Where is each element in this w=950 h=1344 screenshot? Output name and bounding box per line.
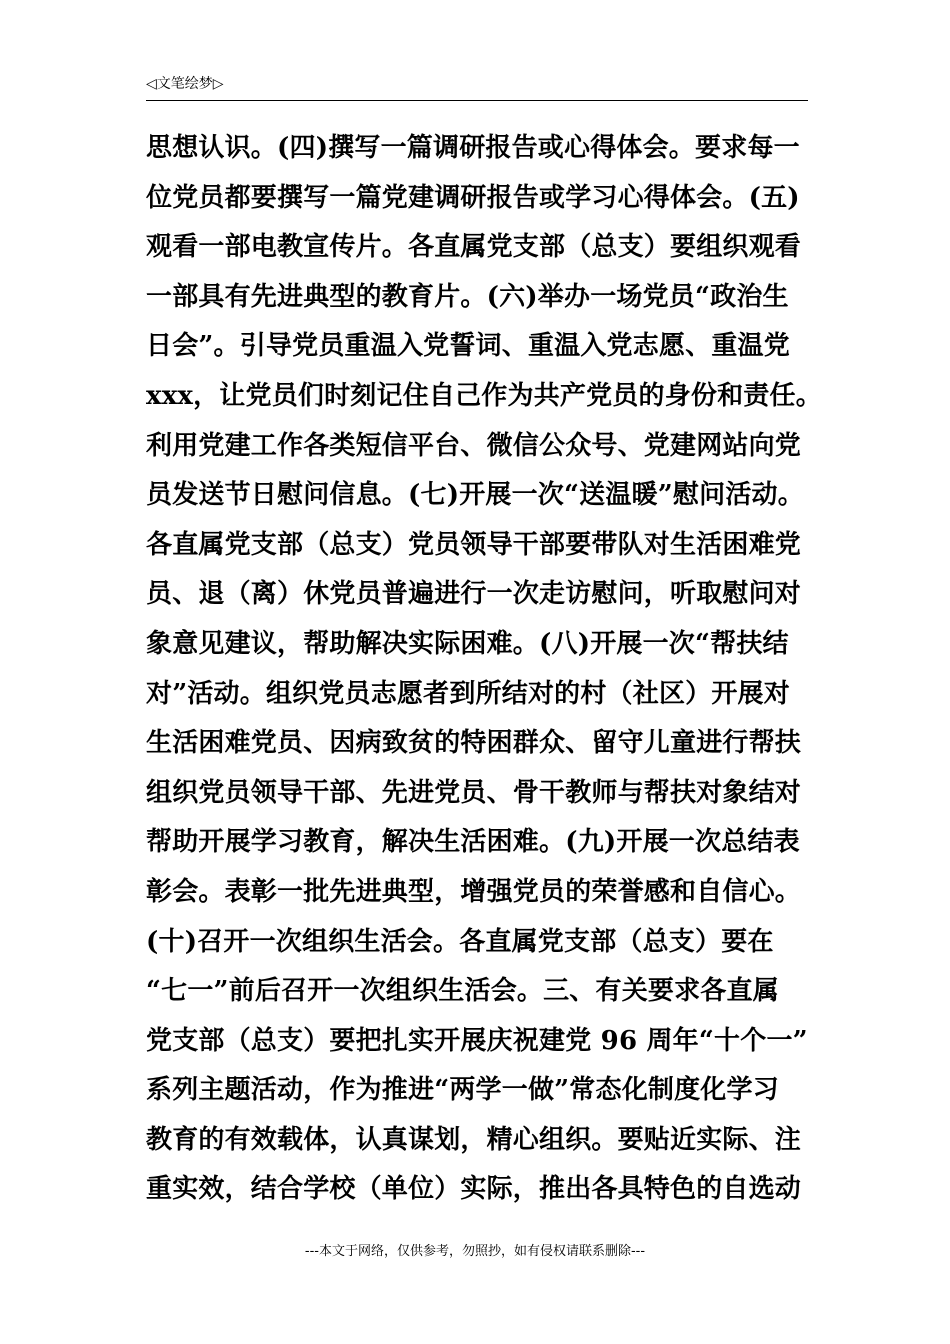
text-line: “七一”前后召开一次组织生活会。三、有关要求各直属 bbox=[146, 976, 779, 1007]
text-line: 利用党建工作各类短信平台、微信公众号、党建网站向党 bbox=[146, 430, 802, 461]
text-line: 组织党员领导干部、先进党员、骨干教师与帮扶对象结对 bbox=[146, 777, 802, 808]
page-footer: ---本文于网络，仅供参考，勿照抄，如有侵权请联系删除--- bbox=[304, 1244, 646, 1259]
text-line: 彰会。表彰一批先进典型，增强党员的荣誉感和自信心。 bbox=[146, 876, 802, 907]
page-header bbox=[146, 74, 808, 101]
text-line: xxx，让党员们时刻记住自己作为共产党员的身份和责任。 bbox=[146, 380, 822, 411]
text-line: 员发送节日慰问信息。(七)开展一次“送温暖”慰问活动。 bbox=[146, 480, 804, 511]
text-line: 重实效，结合学校（单位）实际，推出各具特色的自选动 bbox=[146, 1174, 802, 1205]
text-line: 位党员都要撰写一篇党建调研报告或学习心得体会。(五) bbox=[146, 182, 800, 213]
text-line: 帮助开展学习教育，解决生活困难。(九)开展一次总结表 bbox=[146, 827, 800, 858]
text-line: 教育的有效载体，认真谋划，精心组织。要贴近实际、注 bbox=[146, 1124, 802, 1155]
text-line: 思想认识。(四)撰写一篇调研报告或心得体会。要求每一 bbox=[146, 133, 800, 163]
text-line: 象意见建议，帮助解决实际困难。(八)开展一次“帮扶结 bbox=[146, 628, 789, 659]
text-line: 一部具有先进典型的教育片。(六)举办一场党员“政治生 bbox=[146, 281, 789, 312]
text-line: 日会”。引导党员重温入党誓词、重温入党志愿、重温党 bbox=[146, 331, 790, 362]
header-title: ◁文笔绘梦▷ bbox=[146, 76, 224, 92]
document-body bbox=[146, 128, 846, 1219]
text-line: (十)召开一次组织生活会。各直属党支部（总支）要在 bbox=[146, 926, 774, 957]
text-line: 对”活动。组织党员志愿者到所结对的村（社区）开展对 bbox=[146, 678, 790, 709]
text-line: 党支部（总支）要把扎实开展庆祝建党 96 周年“十个一” bbox=[146, 1025, 808, 1056]
text-line: 员、退（离）休党员普遍进行一次走访慰问，听取慰问对 bbox=[146, 579, 802, 610]
text-line: 生活困难党员、因病致贫的特困群众、留守儿童进行帮扶 bbox=[146, 728, 802, 759]
text-line: 观看一部电教宣传片。各直属党支部（总支）要组织观看 bbox=[146, 232, 802, 263]
text-line: 各直属党支部（总支）党员领导干部要带队对生活困难党 bbox=[146, 529, 802, 560]
text-line: 系列主题活动，作为推进“两学一做”常态化制度化学习 bbox=[146, 1075, 779, 1106]
